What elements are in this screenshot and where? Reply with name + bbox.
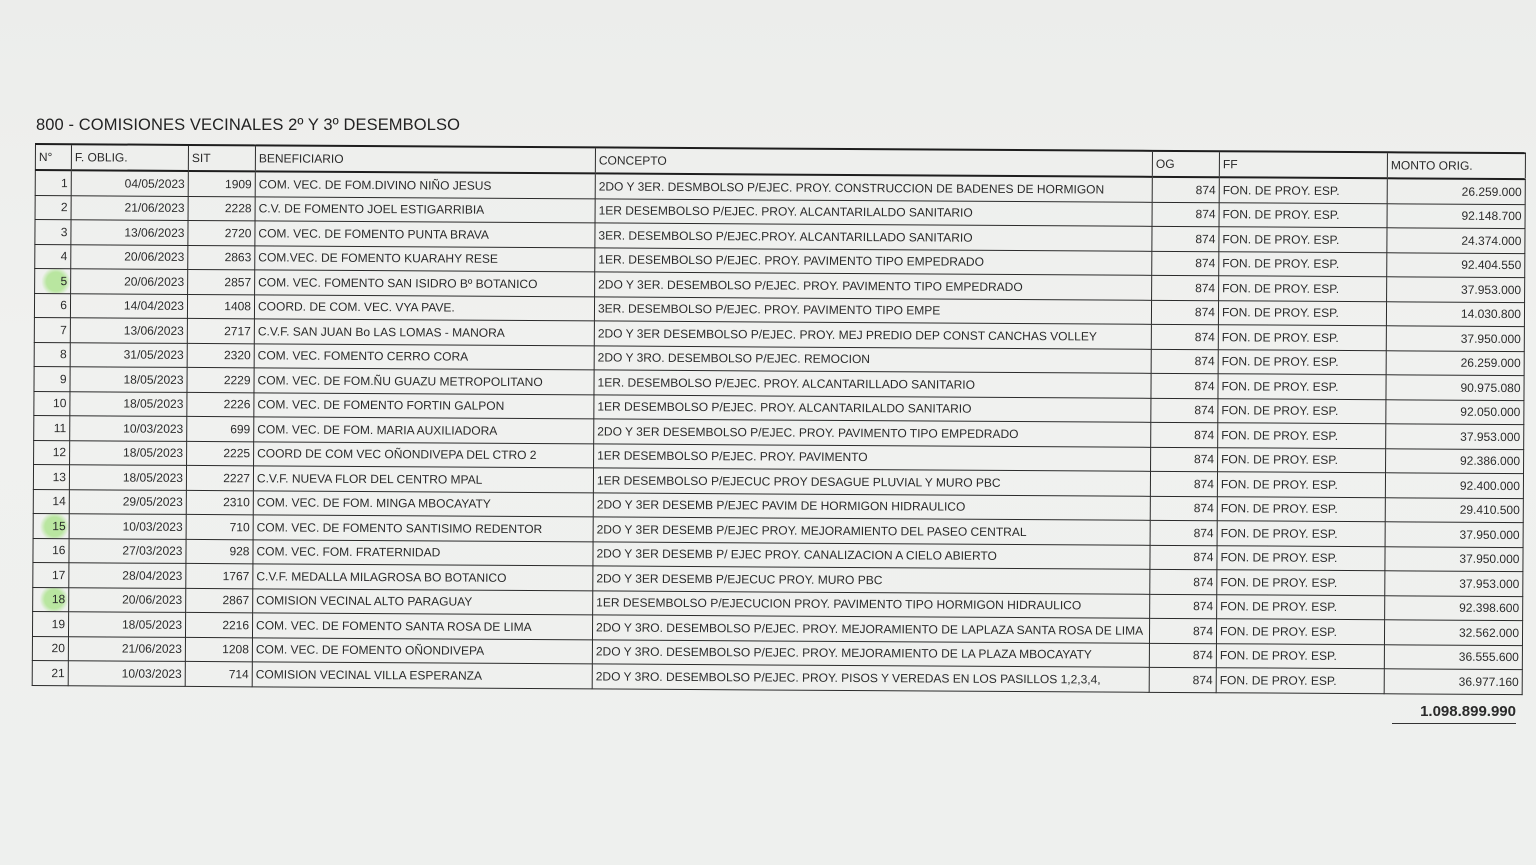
row-ff: FON. DE PROY. ESP.	[1218, 300, 1386, 326]
row-sit: 2717	[187, 318, 254, 343]
col-header-beneficiario: BENEFICIARIO	[255, 145, 595, 173]
row-og: 874	[1150, 594, 1217, 619]
row-date: 21/06/2023	[71, 195, 188, 220]
col-header-monto: MONTO ORIG.	[1387, 152, 1525, 179]
row-ff: FON. DE PROY. ESP.	[1219, 227, 1387, 253]
row-beneficiario: COORD. DE COM. VEC. VYA PAVE.	[254, 294, 594, 321]
row-monto: 24.374.000	[1387, 228, 1525, 253]
row-monto: 92.400.000	[1385, 473, 1523, 498]
row-date: 29/05/2023	[69, 489, 186, 514]
row-og: 874	[1151, 398, 1218, 423]
row-sit: 2229	[187, 367, 254, 392]
row-monto: 37.950.000	[1385, 546, 1523, 571]
row-number: 21	[32, 660, 68, 685]
row-ff: FON. DE PROY. ESP.	[1218, 325, 1386, 351]
row-og: 874	[1152, 226, 1219, 251]
row-number: 10	[34, 391, 70, 416]
row-ff: FON. DE PROY. ESP.	[1217, 472, 1385, 498]
row-og: 874	[1150, 569, 1217, 594]
row-concepto: 1ER DESEMBOLSO P/EJEC. PROY. ALCANTARILALDO SANITARIO	[595, 198, 1152, 226]
row-ff: FON. DE PROY. ESP.	[1218, 423, 1386, 449]
row-ff: FON. DE PROY. ESP.	[1217, 521, 1385, 547]
row-beneficiario: COM. VEC. FOM. FRATERNIDAD	[253, 539, 593, 566]
row-sit: 710	[186, 514, 253, 539]
row-ff: FON. DE PROY. ESP.	[1218, 398, 1386, 424]
row-ff: FON. DE PROY. ESP.	[1216, 668, 1384, 694]
row-number: 17	[33, 562, 69, 587]
row-concepto: 1ER DESEMBOLSO P/EJECUC PROY DESAGUE PLUVIAL Y MURO PBC	[593, 468, 1150, 496]
row-sit: 2225	[187, 441, 254, 466]
row-date: 20/06/2023	[71, 269, 188, 294]
row-sit: 1767	[186, 563, 253, 588]
row-ff: FON. DE PROY. ESP.	[1219, 251, 1387, 277]
row-ff: FON. DE PROY. ESP.	[1217, 570, 1385, 596]
row-beneficiario: COM. VEC. DE FOM.DIVINO NIÑO JESUS	[255, 171, 595, 198]
row-concepto: 1ER. DESEMBOLSO P/EJEC. PROY. ALCANTARILLADO SANITARIO	[594, 370, 1151, 398]
row-date: 18/05/2023	[68, 612, 185, 637]
row-number: 9	[34, 366, 70, 391]
row-beneficiario: COM. VEC. DE FOMENTO SANTA ROSA DE LIMA	[252, 613, 592, 640]
row-sit: 2227	[186, 465, 253, 490]
row-og: 874	[1149, 667, 1216, 692]
row-number: 7	[34, 317, 70, 342]
row-monto: 37.953.000	[1387, 277, 1525, 302]
row-og: 874	[1151, 300, 1218, 325]
row-og: 874	[1149, 643, 1216, 668]
row-number: 15	[33, 513, 69, 538]
row-date: 28/04/2023	[69, 563, 186, 588]
disbursement-table	[32, 143, 1526, 695]
row-concepto: 2DO Y 3RO. DESEMBOLSO P/EJEC. PROY. MEJORAMIENTO DE LAPLAZA SANTA ROSA DE LIMA	[592, 615, 1149, 643]
row-number: 13	[33, 464, 69, 489]
row-og: 874	[1151, 373, 1218, 398]
row-og: 874	[1152, 177, 1219, 202]
row-concepto: 3ER. DESEMBOLSO P/EJEC. PROY. PAVIMENTO TIPO EMPE	[594, 296, 1151, 324]
row-date: 20/06/2023	[69, 587, 186, 612]
row-beneficiario: COM. VEC. DE FOMENTO PUNTA BRAVA	[255, 221, 595, 248]
row-monto: 90.975.080	[1386, 375, 1524, 400]
row-number: 16	[33, 538, 69, 563]
row-ff: FON. DE PROY. ESP.	[1216, 619, 1384, 645]
row-beneficiario: COORD DE COM VEC OÑONDIVEPA DEL CTRO 2	[254, 441, 594, 468]
row-og: 874	[1152, 202, 1219, 227]
row-concepto: 2DO Y 3ER DESEMB P/EJEC PROY. MEJORAMIENTO DEL PASEO CENTRAL	[593, 517, 1150, 545]
row-sit: 2216	[185, 612, 252, 637]
row-monto: 36.555.600	[1384, 644, 1522, 669]
row-sit: 699	[187, 416, 254, 441]
row-concepto: 1ER DESEMBOLSO P/EJECUCION PROY. PAVIMENTO TIPO HORMIGON HIDRAULICO	[593, 590, 1150, 618]
row-date: 04/05/2023	[71, 170, 188, 196]
row-concepto: 2DO Y 3ER DESEMB P/ EJEC PROY. CANALIZACION A CIELO ABIERTO	[593, 541, 1150, 569]
row-number: 12	[34, 440, 70, 465]
row-date: 14/04/2023	[70, 293, 187, 318]
row-sit: 2720	[188, 220, 255, 245]
row-concepto: 2DO Y 3ER DESEMBOLSO P/EJEC. PROY. MEJ PREDIO DEP CONST CANCHAS VOLLEY	[594, 321, 1151, 349]
row-og: 874	[1151, 349, 1218, 374]
row-number: 2	[35, 195, 71, 220]
row-beneficiario: COM.VEC. DE FOMENTO KUARAHY RESE	[255, 245, 595, 272]
row-ff: FON. DE PROY. ESP.	[1218, 374, 1386, 400]
row-beneficiario: COM. VEC. FOMENTO CERRO CORA	[254, 343, 594, 370]
row-monto: 26.259.000	[1386, 350, 1524, 375]
row-beneficiario: COM. VEC. DE FOM.ÑU GUAZU METROPOLITANO	[254, 368, 594, 395]
row-beneficiario: C.V.F. NUEVA FLOR DEL CENTRO MPAL	[253, 466, 593, 493]
row-beneficiario: COMISION VECINAL ALTO PARAGUAY	[253, 588, 593, 615]
row-number: 14	[33, 489, 69, 514]
row-beneficiario: COM. VEC. DE FOM. MARIA AUXILIADORA	[254, 417, 594, 444]
row-ff: FON. DE PROY. ESP.	[1218, 349, 1386, 375]
col-header-sit: SIT	[188, 145, 255, 171]
row-beneficiario: C.V.F. SAN JUAN Bo LAS LOMAS - MANORA	[254, 319, 594, 346]
row-sit: 2228	[188, 196, 255, 221]
row-number: 19	[32, 611, 68, 636]
row-number: 8	[34, 342, 70, 367]
col-header-og: OG	[1152, 151, 1219, 177]
row-concepto: 3ER. DESEMBOLSO P/EJEC.PROY. ALCANTARILLADO SANITARIO	[595, 223, 1152, 251]
row-ff: FON. DE PROY. ESP.	[1219, 177, 1387, 203]
row-ff: FON. DE PROY. ESP.	[1217, 496, 1385, 522]
row-og: 874	[1151, 324, 1218, 349]
page-title: 800 - COMISIONES VECINALES 2º Y 3º DESEMBOLSO	[36, 116, 461, 134]
row-concepto: 2DO Y 3RO. DESEMBOLSO P/EJEC. PROY. MEJORAMIENTO DE LA PLAZA MBOCAYATY	[592, 639, 1149, 667]
row-date: 18/05/2023	[70, 391, 187, 416]
row-ff: FON. DE PROY. ESP.	[1219, 276, 1387, 302]
col-header-ff: FF	[1219, 151, 1387, 178]
row-og: 874	[1151, 447, 1218, 472]
col-header-n: N°	[35, 144, 71, 170]
row-concepto: 2DO Y 3RO. DESEMBOLSO P/EJEC. PROY. PISOS Y VEREDAS EN LOS PASILLOS 1,2,3,4,	[592, 664, 1149, 692]
row-ff: FON. DE PROY. ESP.	[1217, 545, 1385, 571]
row-beneficiario: COM. VEC. DE FOMENTO OÑONDIVEPA	[252, 637, 592, 664]
row-beneficiario: COM. VEC. FOMENTO SAN ISIDRO Bº BOTANICO	[255, 270, 595, 297]
row-number: 3	[35, 220, 71, 245]
row-beneficiario: C.V.F. MEDALLA MILAGROSA BO BOTANICO	[253, 564, 593, 591]
table-body	[32, 170, 1525, 694]
row-date: 10/03/2023	[68, 661, 185, 686]
row-monto: 29.410.500	[1385, 497, 1523, 522]
row-ff: FON. DE PROY. ESP.	[1218, 447, 1386, 473]
row-concepto: 1ER DESEMBOLSO P/EJEC. PROY. PAVIMENTO	[594, 443, 1151, 471]
row-sit: 2857	[188, 269, 255, 294]
row-monto: 37.950.000	[1386, 326, 1524, 351]
row-monto: 14.030.800	[1386, 301, 1524, 326]
row-date: 18/05/2023	[70, 440, 187, 465]
row-monto: 36.977.160	[1384, 669, 1522, 694]
row-concepto: 2DO Y 3ER DESEMB P/EJECUC PROY. MURO PBC	[593, 566, 1150, 594]
row-beneficiario: C.V. DE FOMENTO JOEL ESTIGARRIBIA	[255, 196, 595, 223]
row-og: 874	[1149, 618, 1216, 643]
row-date: 13/06/2023	[70, 318, 187, 343]
row-og: 874	[1151, 422, 1218, 447]
row-sit: 2226	[187, 392, 254, 417]
row-concepto: 2DO Y 3ER DESEMBOLSO P/EJEC. PROY. PAVIMENTO TIPO EMPEDRADO	[594, 419, 1151, 447]
row-date: 13/06/2023	[71, 220, 188, 245]
row-monto: 92.398.600	[1385, 595, 1523, 620]
row-date: 10/03/2023	[69, 514, 186, 539]
row-sit: 2320	[187, 343, 254, 368]
row-date: 31/05/2023	[70, 342, 187, 367]
row-beneficiario: COM. VEC. DE FOMENTO FORTIN GALPON	[254, 392, 594, 419]
row-sit: 1208	[185, 637, 252, 662]
row-concepto: 1ER DESEMBOLSO P/EJEC. PROY. ALCANTARILALDO SANITARIO	[594, 394, 1151, 422]
row-concepto: 2DO Y 3ER DESEMB P/EJEC PAVIM DE HORMIGON HIDRAULICO	[593, 492, 1150, 520]
row-date: 10/03/2023	[70, 416, 187, 441]
row-date: 20/06/2023	[71, 244, 188, 269]
row-og: 874	[1150, 471, 1217, 496]
row-concepto: 2DO Y 3ER. DESEMBOLSO P/EJEC. PROY. PAVIMENTO TIPO EMPEDRADO	[595, 272, 1152, 300]
row-og: 874	[1152, 251, 1219, 276]
row-beneficiario: COMISION VECINAL VILLA ESPERANZA	[252, 662, 592, 689]
row-number: 4	[35, 244, 71, 269]
row-sit: 2310	[186, 490, 253, 515]
row-og: 874	[1152, 275, 1219, 300]
row-monto: 37.950.000	[1385, 522, 1523, 547]
row-concepto: 1ER. DESEMBOLSO P/EJEC. PROY. PAVIMENTO TIPO EMPEDRADO	[595, 247, 1152, 275]
row-number: 18	[33, 587, 69, 612]
row-sit: 928	[186, 539, 253, 564]
row-concepto: 2DO Y 3RO. DESEMBOLSO P/EJEC. REMOCION	[594, 345, 1151, 373]
row-number: 20	[32, 636, 68, 661]
row-beneficiario: COM. VEC. DE FOM. MINGA MBOCAYATY	[253, 490, 593, 517]
total-amount: 1.098.899.990	[1392, 703, 1516, 724]
row-og: 874	[1150, 496, 1217, 521]
row-monto: 92.148.700	[1387, 203, 1525, 228]
row-number: 6	[34, 293, 70, 318]
row-ff: FON. DE PROY. ESP.	[1216, 643, 1384, 669]
row-number: 11	[34, 415, 70, 440]
row-monto: 92.050.000	[1386, 399, 1524, 424]
row-sit: 2863	[188, 245, 255, 270]
row-monto: 37.953.000	[1386, 424, 1524, 449]
col-header-f-oblig: F. OBLIG.	[71, 144, 188, 171]
row-date: 21/06/2023	[68, 636, 185, 661]
row-monto: 37.953.000	[1385, 571, 1523, 596]
row-sit: 2867	[186, 588, 253, 613]
row-monto: 32.562.000	[1384, 620, 1522, 645]
row-og: 874	[1150, 520, 1217, 545]
row-beneficiario: COM. VEC. DE FOMENTO SANTISIMO REDENTOR	[253, 515, 593, 542]
row-monto: 92.404.550	[1387, 252, 1525, 277]
row-date: 18/05/2023	[69, 465, 186, 490]
row-sit: 1408	[187, 294, 254, 319]
row-ff: FON. DE PROY. ESP.	[1219, 202, 1387, 228]
row-number: 5	[35, 269, 71, 294]
col-header-concepto: CONCEPTO	[595, 147, 1152, 176]
row-date: 27/03/2023	[69, 538, 186, 563]
row-date: 18/05/2023	[70, 367, 187, 392]
row-ff: FON. DE PROY. ESP.	[1217, 594, 1385, 620]
row-sit: 714	[185, 661, 252, 686]
row-sit: 1909	[188, 171, 255, 196]
row-og: 874	[1150, 545, 1217, 570]
row-monto: 26.259.000	[1387, 178, 1525, 204]
row-number: 1	[35, 170, 71, 195]
row-concepto: 2DO Y 3ER. DESMBOLSO P/EJEC. PROY. CONSTRUCCION DE BADENES DE HORMIGON	[595, 173, 1152, 201]
row-monto: 92.386.000	[1386, 448, 1524, 473]
